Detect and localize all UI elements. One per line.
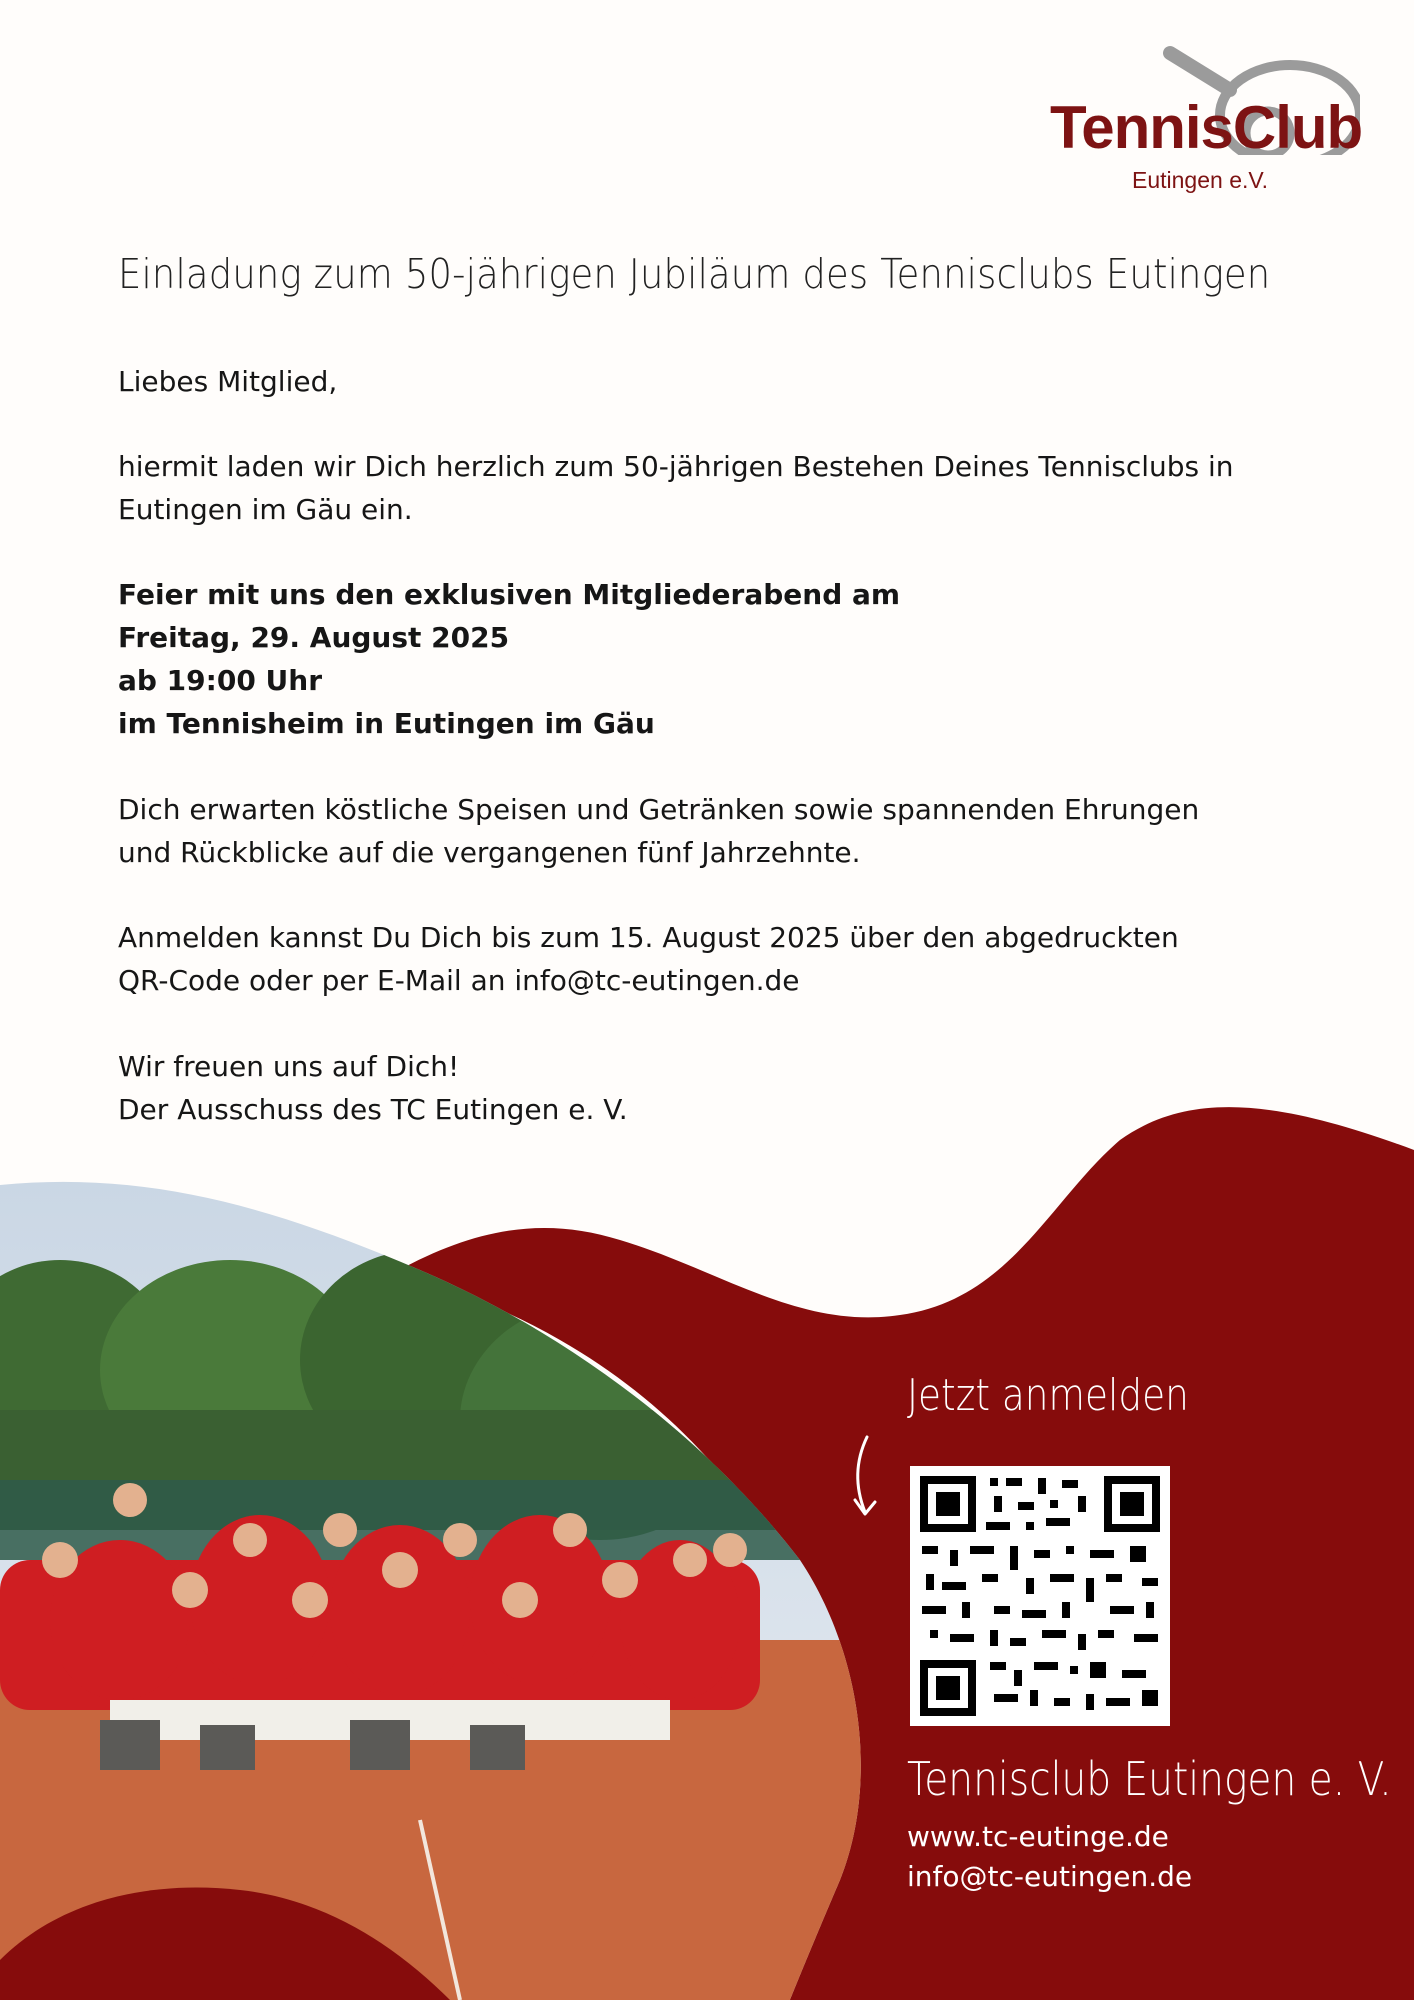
page-title: Einladung zum 50-jährigen Jubiläum des Tennisclubs Eutingen [118, 250, 1271, 298]
expect-line: und Rückblicke auf die vergangenen fünf Jahrzehnte. [118, 836, 861, 869]
intro-line: hiermit laden wir Dich herzlich zum 50-jährigen Bestehen Deines Tennisclubs in [118, 450, 1234, 483]
register-line: Anmelden kannst Du Dich bis zum 15. August 2025 über den abgedruckten [118, 921, 1179, 954]
website-link[interactable]: www.tc-eutinge.de [907, 1820, 1169, 1853]
registration-qr-code[interactable] [910, 1466, 1170, 1726]
qr-code-icon [910, 1466, 1170, 1726]
event-line: Feier mit uns den exklusiven Mitgliederabend am [118, 578, 901, 611]
signature-line: Der Ausschuss des TC Eutingen e. V. [118, 1093, 628, 1126]
club-name: Tennisclub Eutingen e. V. [907, 1752, 1392, 1806]
club-logo [1050, 45, 1363, 205]
expect-paragraph [118, 788, 1318, 874]
event-location: im Tennisheim in Eutingen im Gäu [118, 707, 655, 740]
arrow-down-icon [845, 1432, 885, 1522]
logo-subtitle: Eutingen e.V. [1132, 167, 1268, 193]
email-link[interactable]: info@tc-eutingen.de [907, 1860, 1193, 1893]
intro-line: Eutingen im Gäu ein. [118, 493, 413, 526]
greeting [118, 360, 1318, 403]
event-time: ab 19:00 Uhr [118, 664, 323, 697]
expect-line: Dich erwarten köstliche Speisen und Getränken sowie spannenden Ehrungen [118, 793, 1200, 826]
register-cta: Jetzt anmelden [907, 1370, 1189, 1421]
intro-paragraph [118, 445, 1318, 531]
logo-wordmark: TennisClub [1050, 94, 1363, 161]
register-line: QR-Code oder per E-Mail an info@tc-eutingen.de [118, 964, 800, 997]
register-paragraph [118, 916, 1318, 1002]
closing-line: Wir freuen uns auf Dich! [118, 1050, 460, 1083]
closing-paragraph [118, 1045, 1318, 1131]
event-details [118, 573, 1318, 745]
event-date: Freitag, 29. August 2025 [118, 621, 510, 654]
greeting-text: Liebes Mitglied, [118, 365, 338, 398]
